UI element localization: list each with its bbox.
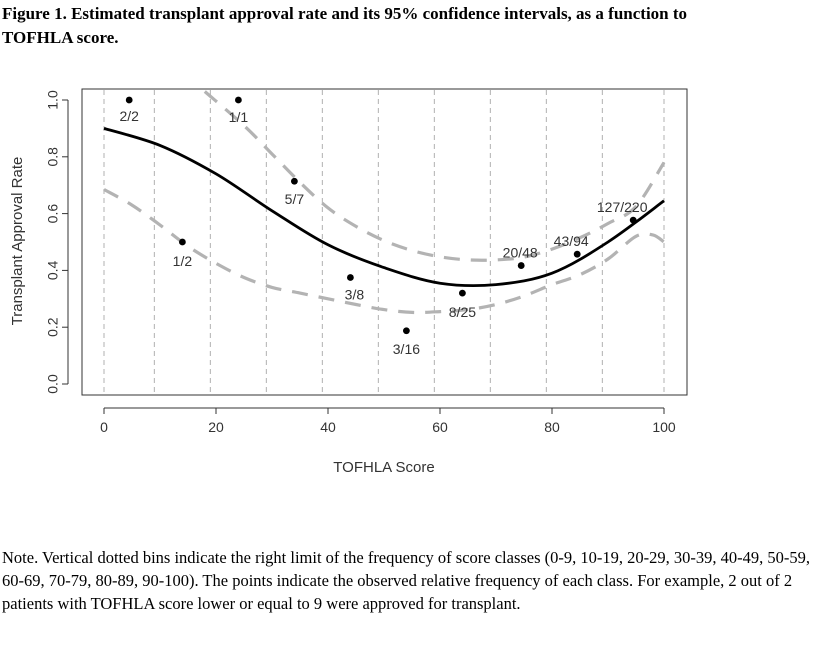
data-point — [235, 97, 242, 104]
data-point — [347, 274, 354, 281]
point-label: 2/2 — [119, 108, 139, 124]
point-label: 43/94 — [553, 233, 589, 250]
data-point — [403, 327, 410, 334]
confidence-bands — [104, 92, 664, 313]
data-point — [126, 97, 133, 104]
point-label: 3/16 — [392, 340, 421, 357]
point-label: 1/2 — [172, 253, 193, 269]
x-tick-label: 40 — [320, 419, 336, 435]
point-label: 8/25 — [448, 304, 477, 321]
data-point — [518, 262, 525, 269]
data-point — [459, 290, 466, 297]
data-point — [574, 251, 581, 258]
y-tick-label: 0.4 — [44, 260, 61, 281]
data-point — [630, 217, 637, 224]
axes — [45, 90, 676, 435]
y-axis-title: Transplant Approval Rate — [8, 156, 26, 326]
figure-title: Figure 1. Estimated transplant approval rate and its 95% confidence intervals, as a function to TOFHLA score. — [2, 4, 688, 47]
point-label: 3/8 — [344, 286, 365, 303]
y-tick-label: 1.0 — [44, 90, 61, 110]
point-label: 20/48 — [502, 244, 538, 261]
x-tick-label: 100 — [652, 419, 676, 435]
figure-note: Note. Vertical dotted bins indicate the right limit of the frequency of score classes (0-9, 10-19, 20-29, 30-39, 40-49, 50-59, 60-69, 70-79, 80-89, 90-100). The points indicate the observed relative frequency of each class. For example, 2 out of 2 patients with TOFHLA score lower or equal to 9 were approved for transplant. — [2, 548, 810, 613]
x-tick-label: 0 — [100, 419, 108, 435]
x-tick-label: 60 — [432, 419, 448, 435]
y-tick-label: 0.8 — [44, 147, 61, 167]
point-label: 5/7 — [284, 191, 305, 208]
point-label: 1/1 — [228, 109, 249, 125]
x-tick-label: 20 — [208, 419, 224, 435]
lower-ci-line — [104, 190, 664, 313]
x-axis-title: TOFHLA Score — [333, 459, 435, 476]
x-tick-label: 80 — [544, 419, 560, 435]
y-tick-label: 0.0 — [44, 374, 61, 394]
y-tick-label: 0.2 — [44, 317, 61, 337]
observed-points — [119, 97, 647, 357]
data-point — [179, 239, 186, 246]
y-tick-label: 0.6 — [44, 203, 61, 224]
plot-frame — [82, 89, 687, 395]
point-label: 127/220 — [596, 199, 648, 216]
data-point — [291, 178, 298, 185]
